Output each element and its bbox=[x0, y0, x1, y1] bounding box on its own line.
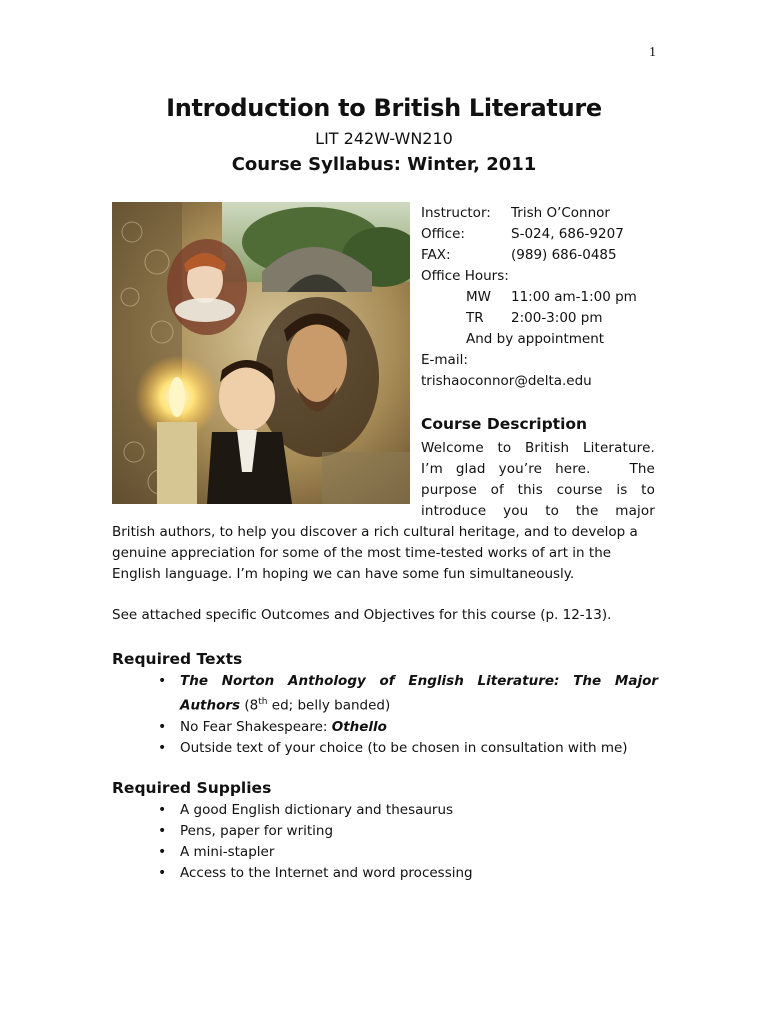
list-item bbox=[158, 717, 658, 738]
edition-text: (8 bbox=[240, 697, 259, 714]
norton-anthology-line2 bbox=[180, 692, 658, 717]
list-item bbox=[158, 738, 658, 759]
instructor-row bbox=[421, 203, 661, 224]
appointment-text: And by appointment bbox=[466, 331, 605, 347]
no-fear-text: No Fear Shakespeare: bbox=[180, 718, 332, 735]
appointment-row bbox=[421, 329, 661, 350]
collage-illustration bbox=[112, 202, 410, 504]
list-item: • A good English dictionary and thesaurus bbox=[158, 800, 658, 821]
course-description-intro bbox=[421, 438, 655, 522]
office-hours-label: Office Hours: bbox=[421, 268, 509, 284]
othello-title: Othello bbox=[331, 718, 387, 735]
hours-days: TR bbox=[466, 310, 484, 326]
hours-row-tr bbox=[421, 308, 661, 329]
document-title: Introduction to British Literature bbox=[166, 94, 602, 122]
course-description-heading: Course Description bbox=[421, 415, 588, 433]
hours-row-mw bbox=[421, 287, 661, 308]
course-description-body: British authors, to help you discover a rich cultural heritage, and to develop a genuine appreciation for some of the most time-tested works of art in the English language. I’m hoping we can have some fun simultaneously. bbox=[112, 524, 638, 582]
office-value: S-024, 686-9207 bbox=[511, 226, 624, 242]
outcomes-note: See attached specific Outcomes and Objectives for this course (p. 12-13). bbox=[112, 607, 612, 623]
list-item: • Pens, paper for writing bbox=[158, 821, 658, 842]
fax-row bbox=[421, 245, 661, 266]
email-link[interactable]: trishaoconnor@delta.edu bbox=[421, 373, 592, 389]
office-label: Office: bbox=[421, 226, 465, 242]
fax-label: FAX: bbox=[421, 247, 451, 263]
required-texts-list bbox=[158, 671, 658, 759]
email-row bbox=[421, 371, 661, 392]
edition-text-rest: ed; belly banded) bbox=[267, 697, 391, 714]
description-line: Welcome to British Literature. bbox=[421, 440, 655, 456]
syllabus-subtitle: Course Syllabus: Winter, 2011 bbox=[231, 154, 537, 175]
norton-anthology-title: • The Norton Anthology of English Literature: The Major bbox=[180, 673, 658, 689]
list-item bbox=[158, 671, 658, 717]
instructor-info bbox=[421, 203, 661, 392]
norton-anthology-title-end: Authors bbox=[180, 697, 241, 714]
email-label: E-mail: bbox=[421, 352, 468, 368]
office-row bbox=[421, 224, 661, 245]
hours-time: 11:00 am-1:00 pm bbox=[511, 289, 637, 305]
required-supplies-heading: Required Supplies bbox=[112, 779, 272, 797]
course-code: LIT 242W-WN210 bbox=[315, 129, 453, 148]
email-label-row bbox=[421, 350, 661, 371]
required-texts-heading: Required Texts bbox=[112, 650, 243, 668]
fax-value: (989) 686-0485 bbox=[511, 247, 617, 263]
office-hours-row bbox=[421, 266, 661, 287]
outside-text-item: Outside text of your choice (to be chosen in consultation with me) bbox=[180, 739, 628, 756]
hours-time: 2:00-3:00 pm bbox=[511, 310, 603, 326]
edition-superscript: th bbox=[258, 697, 268, 707]
page-number: 1 bbox=[649, 45, 656, 60]
instructor-name: Trish O’Connor bbox=[511, 205, 610, 221]
list-item: • A mini-stapler bbox=[158, 842, 658, 863]
instructor-label: Instructor: bbox=[421, 205, 491, 221]
hours-days: MW bbox=[466, 289, 491, 305]
description-line: purpose of this course is to bbox=[421, 482, 655, 498]
description-line: I’m glad you’re here. The bbox=[421, 461, 655, 477]
british-literature-collage-image bbox=[112, 202, 410, 504]
description-line: introduce you to the major bbox=[421, 503, 655, 519]
required-supplies-list bbox=[158, 800, 658, 884]
list-item: • Access to the Internet and word processing bbox=[158, 863, 658, 884]
